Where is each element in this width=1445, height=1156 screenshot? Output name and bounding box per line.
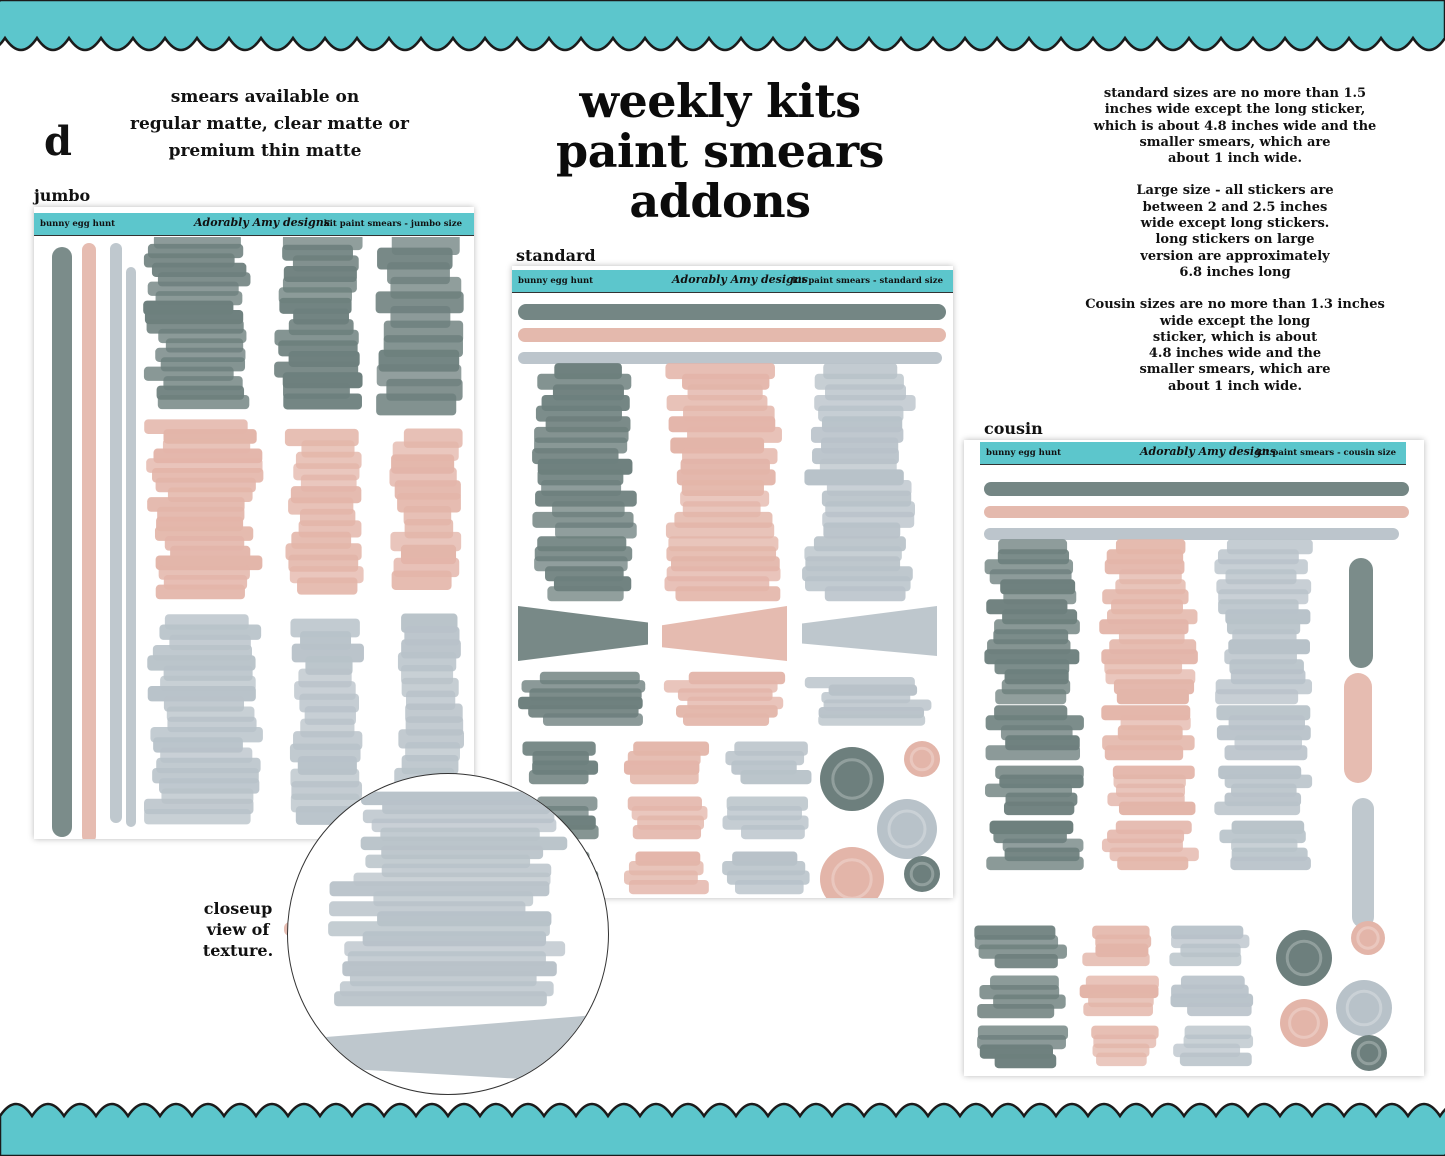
- paint-smear: [1214, 539, 1312, 704]
- note-line: which is about 4.8 inches wide and the: [1093, 118, 1377, 134]
- kit-name: bunny egg hunt: [40, 219, 116, 229]
- paint-smear: [725, 741, 811, 784]
- paint-smear: [144, 614, 263, 824]
- paint-stroke: [110, 243, 122, 823]
- paint-smear: [664, 672, 785, 726]
- paint-dot: [1280, 999, 1328, 1047]
- note-line: 6.8 inches long: [1179, 264, 1291, 280]
- note-line: about 1 inch wide.: [1167, 378, 1303, 394]
- note-line: smaller smears, which are: [1139, 362, 1331, 378]
- paint-smear: [290, 619, 364, 825]
- paint-smear: [1107, 766, 1195, 816]
- paint-smear: [1102, 821, 1199, 871]
- paint-smear: [394, 614, 464, 800]
- paint-dot: [820, 847, 884, 898]
- note-line: between 2 and 2.5 inches: [1142, 199, 1328, 215]
- standard-smears-artwork: [512, 294, 953, 898]
- paint-smear: [977, 975, 1065, 1018]
- paint-smear: [1082, 926, 1151, 967]
- top-scallop-banner: [0, 0, 1445, 70]
- paint-smear: [1080, 976, 1159, 1017]
- paint-smear: [1214, 766, 1312, 816]
- note-line: standard sizes are no more than 1.5: [1103, 86, 1367, 101]
- paint-smear: [665, 536, 781, 601]
- closeup-smear-texture: [288, 774, 608, 1094]
- paint-dot: [1351, 921, 1385, 955]
- paint-smear: [662, 606, 787, 661]
- paint-smear: [534, 536, 632, 601]
- note-line: wide except long stickers.: [1140, 216, 1330, 232]
- paint-stroke: [518, 328, 946, 342]
- brand-logo: Adorably Amy designs: [194, 216, 330, 229]
- jumbo-sticker-sheet: [34, 207, 474, 839]
- paint-smear: [285, 429, 364, 595]
- standard-sticker-sheet: [512, 266, 953, 898]
- paint-smear: [722, 851, 809, 894]
- paint-smear: [665, 363, 782, 538]
- note-line: about 1 inch wide.: [1167, 151, 1303, 167]
- paint-stroke: [984, 528, 1399, 540]
- kit-name: bunny egg hunt: [518, 276, 594, 286]
- paint-smear: [802, 606, 937, 656]
- size-name: kit paint smears - jumbo size: [323, 219, 462, 229]
- paint-smear: [328, 881, 565, 1006]
- paint-dot: [820, 747, 884, 811]
- paint-smear: [1216, 705, 1310, 760]
- size-name: kit paint smears - standard size: [792, 276, 943, 286]
- paint-stroke: [126, 267, 136, 827]
- paint-smear: [1169, 926, 1249, 967]
- title-line-1: weekly kits: [579, 74, 861, 128]
- size-notes: [1080, 86, 1390, 395]
- note-line: Cousin sizes are no more than 1.3 inches: [1085, 297, 1385, 313]
- availability-line: premium thin matte: [168, 141, 362, 161]
- paint-smear: [389, 429, 462, 590]
- closeup-label: [196, 898, 280, 961]
- paint-dot: [1351, 1035, 1387, 1071]
- bottom-scallop-banner: [0, 1082, 1445, 1156]
- kit-name: bunny egg hunt: [986, 448, 1062, 458]
- title-line-2: paint smears addons: [556, 124, 884, 228]
- paint-stroke: [82, 243, 96, 839]
- paint-dot: [904, 741, 940, 777]
- paint-smear: [1171, 976, 1254, 1017]
- paint-stroke: [1352, 798, 1374, 928]
- paint-smear: [274, 237, 362, 409]
- page-title: [470, 76, 970, 226]
- availability-text: [130, 84, 409, 165]
- paint-smear: [628, 796, 708, 839]
- paint-smear: [986, 705, 1084, 760]
- paint-smear: [144, 419, 263, 599]
- note-line: sticker, which is about: [1152, 329, 1318, 345]
- note-line: Large size - all stickers are: [1136, 183, 1334, 199]
- paint-smear: [985, 766, 1084, 816]
- paint-smear: [802, 536, 913, 601]
- paint-smear: [624, 741, 709, 784]
- paint-smear: [1099, 539, 1198, 704]
- style-letter: d: [44, 118, 72, 165]
- paint-smear: [977, 1025, 1068, 1068]
- paint-smear: [376, 237, 464, 415]
- note-line: 4.8 inches wide and the: [1148, 346, 1322, 362]
- jumbo-smears-artwork: [34, 237, 474, 839]
- paint-smear: [518, 606, 648, 661]
- paint-smear: [308, 1014, 608, 1084]
- paint-stroke: [984, 506, 1409, 518]
- note-line: wide except the long: [1159, 313, 1311, 329]
- paint-stroke: [52, 247, 72, 837]
- paint-stroke: [1349, 558, 1373, 668]
- closeup-label-line: closeup: [203, 899, 273, 918]
- paint-smear: [723, 796, 809, 839]
- paint-smear: [805, 677, 932, 726]
- availability-line: regular matte, clear matte or: [130, 114, 409, 134]
- note-line: smaller smears, which are: [1139, 134, 1331, 150]
- sheet-header: [512, 270, 953, 293]
- paint-smear: [624, 851, 709, 894]
- paint-smear: [1091, 1026, 1158, 1067]
- note-line: version are approximately: [1140, 248, 1330, 264]
- paint-smear: [984, 539, 1079, 704]
- paint-stroke: [518, 304, 946, 320]
- texture-closeup-circle: [287, 773, 609, 1095]
- paint-smear: [518, 672, 645, 726]
- paint-smear: [1101, 705, 1194, 760]
- closeup-label-line: texture.: [202, 941, 274, 960]
- jumbo-sheet-label: jumbo: [34, 186, 91, 205]
- paint-smear: [804, 363, 915, 538]
- note-line: inches wide except the long sticker,: [1104, 102, 1366, 118]
- paint-smear: [986, 821, 1083, 871]
- paint-smear: [974, 925, 1067, 968]
- sheet-header: [34, 213, 474, 236]
- paint-smear: [1219, 821, 1310, 871]
- paint-smear: [532, 363, 637, 538]
- cousin-sticker-sheet: [964, 440, 1424, 1076]
- closeup-label-line: view of: [206, 920, 270, 939]
- paint-dot: [1276, 930, 1332, 986]
- cousin-sheet-label: cousin: [984, 419, 1043, 438]
- paint-dot: [1336, 980, 1392, 1036]
- brand-logo: Adorably Amy designs: [1140, 445, 1276, 458]
- sheet-header: [980, 442, 1406, 465]
- availability-line: smears available on: [170, 87, 360, 107]
- standard-sheet-label: standard: [516, 246, 596, 265]
- paint-smear: [143, 237, 250, 409]
- size-name: kit paint smears - cousin size: [1256, 448, 1396, 458]
- cousin-smears-artwork: [964, 468, 1424, 1076]
- paint-smear: [354, 792, 568, 887]
- paint-stroke: [518, 352, 942, 364]
- brand-logo: Adorably Amy designs: [672, 273, 808, 286]
- paint-smear: [522, 741, 598, 784]
- paint-stroke: [984, 482, 1409, 496]
- note-line: long stickers on large: [1155, 232, 1315, 248]
- paint-dot: [904, 856, 940, 892]
- paint-dot: [877, 799, 937, 859]
- paint-smear: [1173, 1026, 1253, 1067]
- paint-stroke: [1344, 673, 1372, 783]
